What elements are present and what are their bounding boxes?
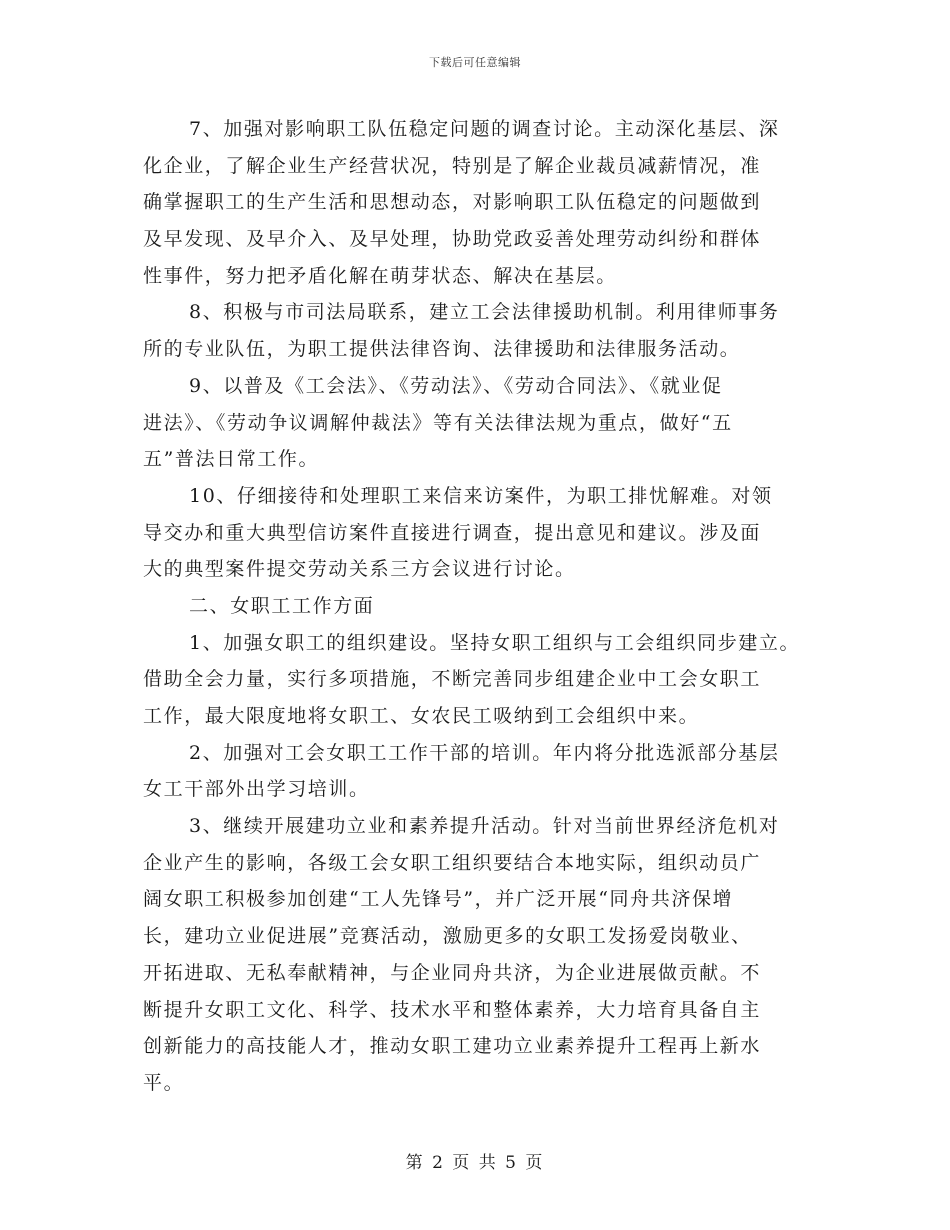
page-header-note: 下载后可任意编辑 xyxy=(429,56,521,69)
text-line: 3、继续开展建功立业和素养提升活动。针对当前世界经济危机对 xyxy=(189,815,780,838)
text-line: 五”普法日常工作。 xyxy=(143,448,320,471)
text-line: 1、加强女职工的组织建设。坚持女职工组织与工会组织同步建立。 xyxy=(189,631,801,654)
text-line: 二、女职工工作方面 xyxy=(189,594,375,617)
text-line: 9、以普及《工会法》、《劳动法》、《劳动合同法》、《就业促 xyxy=(189,374,723,397)
text-line: 10、仔细接待和处理职工来信来访案件，为职工排忧解难。对领 xyxy=(189,484,773,507)
text-line: 工作，最大限度地将女职工、女农民工吸纳到工会组织中来。 xyxy=(143,705,700,727)
text-line: 阔女职工积极参加创建“工人先锋号”，并广泛开展“同舟共济保增 xyxy=(143,888,734,911)
text-line: 所的专业队伍，为职工提供法律咨询、法律援助和法律服务活动。 xyxy=(143,338,741,361)
text-line: 断提升女职工文化、科学、技术水平和整体素养，大力培育具备自主 xyxy=(143,998,762,1021)
text-line: 企业产生的影响，各级工会女职工组织要结合本地实际，组织动员广 xyxy=(143,851,762,874)
text-line: 7、加强对影响职工队伍稳定问题的调查讨论。主动深化基层、深 xyxy=(189,118,780,140)
text-line: 导交办和重大典型信访案件直接进行调查，提出意见和建议。涉及面 xyxy=(143,521,762,544)
text-line: 开拓进取、无私奉献精神，与企业同舟共济，为企业进展做贡献。不 xyxy=(143,961,762,984)
text-line: 进法》、《劳动争议调解仲裁法》等有关法律法规为重点，做好“五 xyxy=(143,411,733,434)
text-line: 确掌握职工的生产生活和思想动态，对影响职工队伍稳定的问题做到 xyxy=(143,191,762,214)
text-line: 2、加强对工会女职工工作干部的培训。年内将分批选派部分基层 xyxy=(189,741,780,764)
document-body xyxy=(143,111,833,1102)
text-line: 借助全会力量，实行多项措施，不断完善同步组建企业中工会女职工 xyxy=(143,668,762,691)
text-line: 及早发现、及早介入、及早处理，协助党政妥善处理劳动纠纷和群体 xyxy=(143,228,762,251)
text-line: 长，建功立业促进展”竞赛活动，激励更多的女职工发扬爱岗敬业、 xyxy=(143,925,752,948)
text-line: 女工干部外出学习培训。 xyxy=(143,778,370,801)
page-number: 第 2 页 共 5 页 xyxy=(405,1153,545,1173)
text-line: 大的典型案件提交劳动关系三方会议进行讨论。 xyxy=(143,558,576,581)
text-line: 创新能力的高技能人才，推动女职工建功立业素养提升工程再上新水 xyxy=(143,1035,762,1058)
text-line: 化企业，了解企业生产经营状况，特别是了解企业裁员减薪情况，准 xyxy=(143,154,762,177)
text-line: 8、积极与市司法局联系，建立工会法律援助机制。利用律师事务 xyxy=(189,301,780,324)
text-line: 性事件，努力把矛盾化解在萌芽状态、解决在基层。 xyxy=(143,264,617,287)
text-line: 平。 xyxy=(143,1071,185,1094)
